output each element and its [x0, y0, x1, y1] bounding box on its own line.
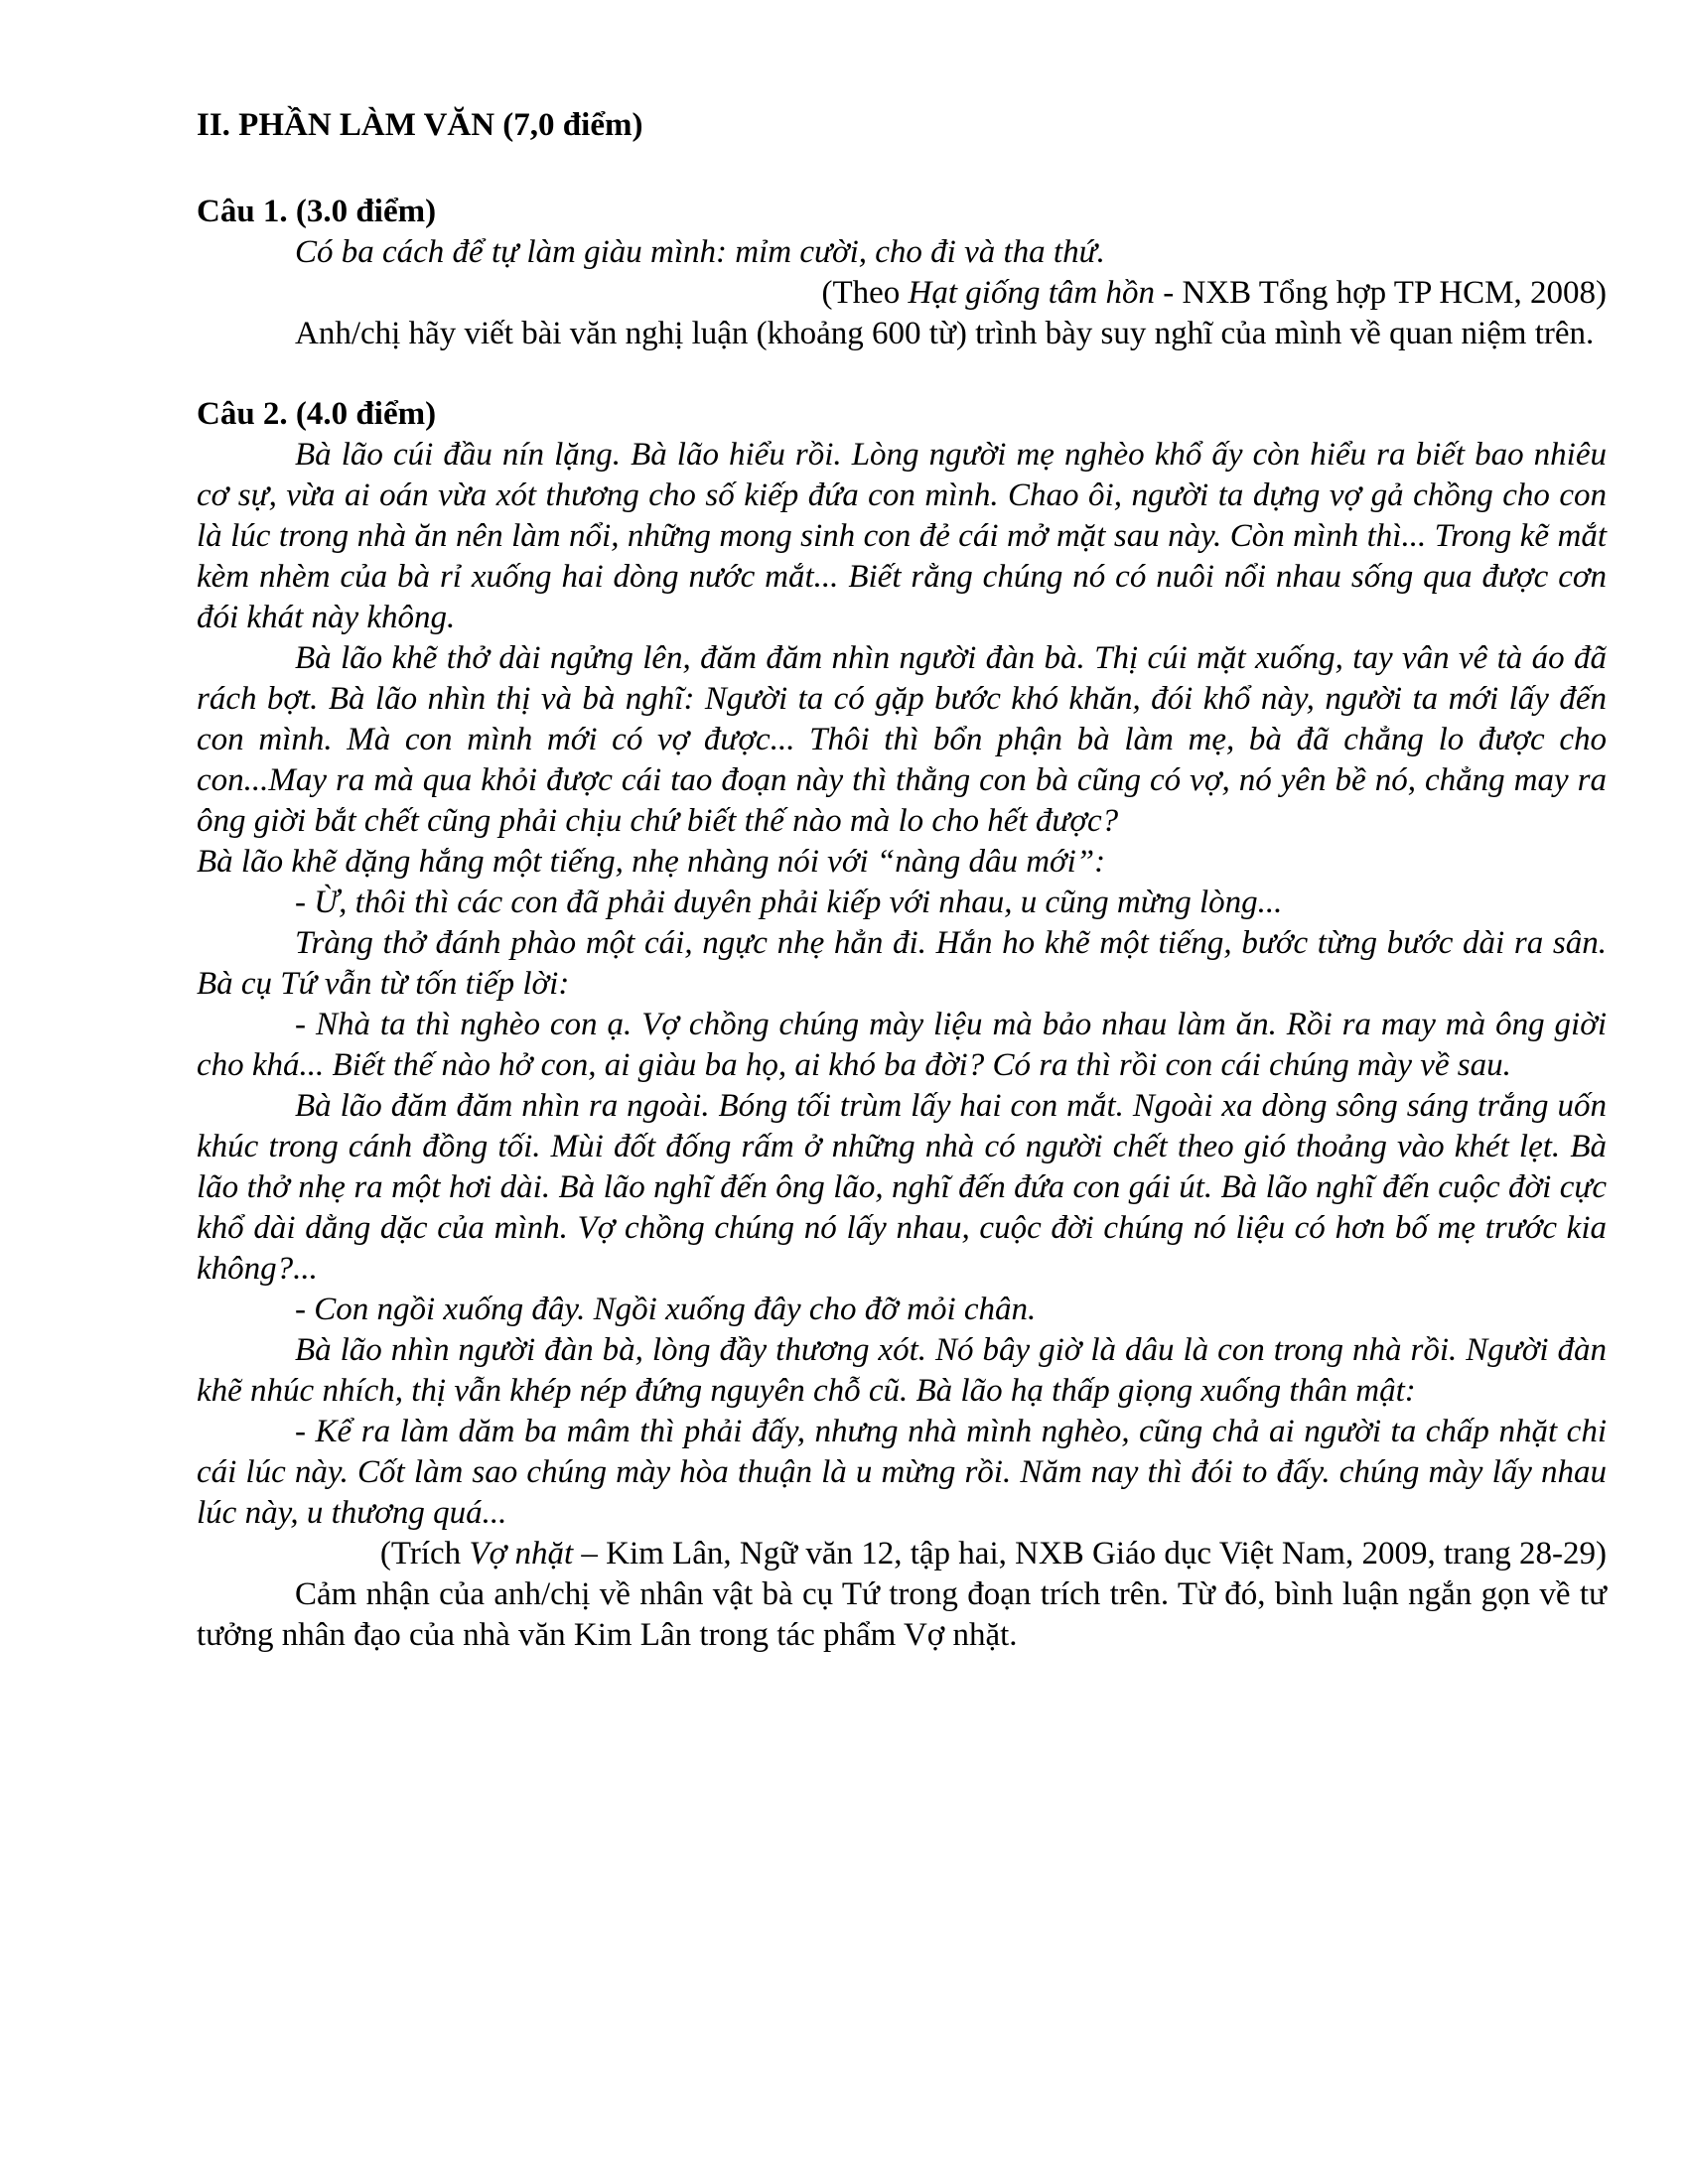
source-prefix: (Theo [821, 275, 909, 311]
question-1-quote: Có ba cách để tự làm giàu mình: mỉm cười, cho đi và tha thứ. [295, 234, 1105, 270]
question-2-source [197, 1534, 1607, 1574]
document-page [197, 95, 1607, 1656]
passage-paragraph: Tràng thở đánh phào một cái, ngực nhẹ hẳn đi. Hắn ho khẽ một tiếng, bước từng bước dài ra sân. Bà cụ Tứ vẫn từ tốn tiếp lời: [197, 925, 1607, 1002]
source-suffix: - NXB Tổng hợp TP HCM, 2008) [1154, 275, 1607, 311]
passage-dialogue: - Con ngồi xuống đây. Ngồi xuống đây cho đỡ mỏi chân. [295, 1292, 1037, 1327]
passage-dialogue: - Ừ, thôi thì các con đã phải duyên phải kiếp với nhau, u cũng mừng lòng... [295, 885, 1283, 920]
question-2-prompt: Cảm nhận của anh/chị về nhân vật bà cụ Tứ trong đoạn trích trên. Từ đó, bình luận ngắn gọn về tư tưởng nhân đạo của nhà văn Kim Lân trong tác phẩm Vợ nhặt. [197, 1576, 1607, 1653]
question-1-source [197, 273, 1607, 314]
source-book-title: Hạt giống tâm hồn [908, 275, 1155, 311]
source-prefix: (Trích [379, 1536, 470, 1571]
passage-paragraph: Bà lão nhìn người đàn bà, lòng đầy thương xót. Nó bây giờ là dâu là con trong nhà rồi. Người đàn khẽ nhúc nhích, thị vẫn khép nép đứng nguyên chỗ cũ. Bà lão hạ thấp giọng xuống thân mật: [197, 1332, 1607, 1409]
question-1-heading: Câu 1. (3.0 điểm) [197, 194, 437, 229]
source-work-title: Vợ nhặt [469, 1536, 574, 1571]
passage-paragraph: Bà lão cúi đầu nín lặng. Bà lão hiểu rồi. Lòng người mẹ nghèo khổ ấy còn hiểu ra biết bao nhiêu cơ sự, vừa ai oán vừa xót thương cho số kiếp đứa con mình. Chao ôi, người ta dựng vợ gả chồng cho con là lúc trong nhà ăn nên làm nổi, những mong sinh con đẻ cái mở mặt sau này. Còn mình thì... Trong kẽ mắt kèm nhèm của bà rỉ xuống hai dòng nước mắt... Biết rằng chúng nó có nuôi nổi nhau sống qua được cơn đói khát này không. [197, 437, 1607, 635]
source-suffix: – Kim Lân, Ngữ văn 12, tập hai, NXB Giáo dục Việt Nam, 2009, trang 28-29) [573, 1536, 1607, 1571]
passage-dialogue: - Nhà ta thì nghèo con ạ. Vợ chồng chúng mày liệu mà bảo nhau làm ăn. Rồi ra may mà ông giời cho khá... Biết thế nào hở con, ai giàu ba họ, ai khó ba đời? Có ra thì rồi con cái chúng mày về sau. [197, 1007, 1607, 1083]
question-2-heading: Câu 2. (4.0 điểm) [197, 396, 437, 432]
passage-paragraph: Bà lão khẽ dặng hắng một tiếng, nhẹ nhàng nói với “nàng dâu mới”: [197, 844, 1106, 880]
passage-paragraph: Bà lão khẽ thở dài ngửng lên, đăm đăm nhìn người đàn bà. Thị cúi mặt xuống, tay vân vê tà áo đã rách bợt. Bà lão nhìn thị và bà nghĩ: Người ta có gặp bước khó khăn, đói khổ này, người ta mới lấy đến con mình. Mà con mình mới có vợ được... Thôi thì bổn phận bà làm mẹ, bà đã chẳng lo được cho con...May ra mà qua khỏi được cái tao đoạn này thì thằng con bà cũng có vợ, nó yên bề nó, chẳng may ra ông giời bắt chết cũng phải chịu chứ biết thế nào mà lo cho hết được? [197, 640, 1607, 839]
passage-paragraph: Bà lão đăm đăm nhìn ra ngoài. Bóng tối trùm lấy hai con mắt. Ngoài xa dòng sông sáng trắng uốn khúc trong cánh đồng tối. Mùi đốt đống rấm ở những nhà có người chết theo gió thoảng vào khét lẹt. Bà lão thở nhẹ ra một hơi dài. Bà lão nghĩ đến ông lão, nghĩ đến đứa con gái út. Bà lão nghĩ đến cuộc đời cực khổ dài dằng dặc của mình. Vợ chồng chúng nó lấy nhau, cuộc đời chúng nó liệu có hơn bố mẹ trước kia không?... [197, 1088, 1607, 1287]
section-title: II. PHẦN LÀM VĂN (7,0 điểm) [197, 107, 643, 143]
passage-dialogue: - Kể ra làm dăm ba mâm thì phải đấy, nhưng nhà mình nghèo, cũng chả ai người ta chấp nhặt chi cái lúc này. Cốt làm sao chúng mày hòa thuận là u mừng rồi. Năm nay thì đói to đấy. chúng mày lấy nhau lúc này, u thương quá... [197, 1414, 1607, 1531]
question-1-prompt: Anh/chị hãy viết bài văn nghị luận (khoảng 600 từ) trình bày suy nghĩ của mình về quan niệm trên. [295, 316, 1595, 351]
